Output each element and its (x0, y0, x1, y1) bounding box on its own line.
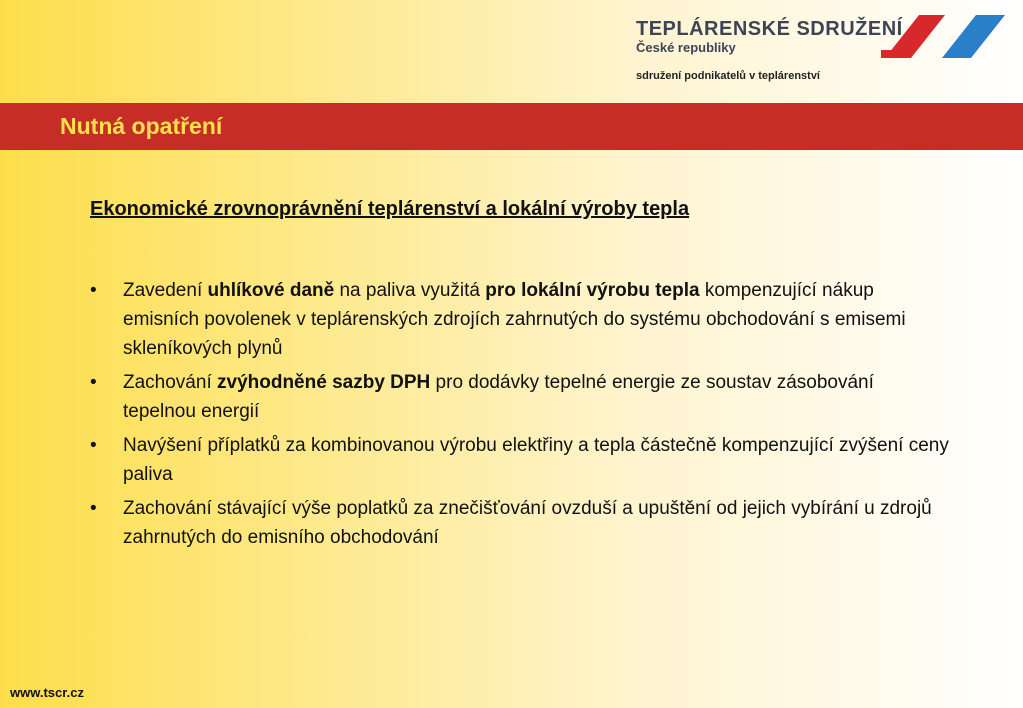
logo-red-base (881, 50, 893, 58)
company-logo (636, 14, 1016, 74)
bullet-bold-text: uhlíkové daně (207, 280, 335, 301)
bullet-item (90, 494, 950, 552)
bullet-text: kompenzující nákup emisních povolenek v teplárenských zdrojích zahrnutých do systému obchodování s emisemi skleníkových plynů (123, 280, 906, 359)
bullet-icon: • (90, 372, 97, 393)
bullet-bold-text: pro lokální výrobu tepla (485, 280, 700, 301)
bullet-text: na paliva využitá (334, 280, 486, 301)
bullet-text: Zachování stávající výše poplatků za znečišťování ovzduší a upuštění od jejich vybírání u zdrojů zahrnutých do emisního obchodování (123, 498, 932, 548)
bullet-icon: • (90, 280, 97, 301)
logo-red-stripe (885, 15, 945, 58)
bullet-bold-text: zvýhodněné sazby DPH (217, 372, 431, 393)
logo-stripes-icon (881, 14, 1011, 58)
bullet-text: Zachování (123, 372, 217, 393)
bullet-text: pro dodávky tepelné energie ze soustav zásobování tepelnou energií (123, 372, 874, 422)
bullet-icon: • (90, 498, 97, 519)
logo-title: TEPLÁRENSKÉ SDRUŽENÍ (636, 18, 903, 40)
bullet-text: Navýšení příplatků za kombinovanou výrobu elektřiny a tepla částečně kompenzující zvýšení ceny paliva (123, 435, 949, 485)
slide-title: Nutná opatření (60, 113, 223, 139)
title-bar (0, 103, 1023, 150)
slide-subheading: Ekonomické zrovnoprávnění teplárenství a lokální výroby tepla (90, 198, 690, 220)
logo-subtitle: České republiky (636, 40, 736, 55)
bullet-item (90, 276, 950, 363)
bullet-icon: • (90, 435, 97, 456)
footer-url[interactable]: www.tscr.cz (10, 685, 84, 700)
bullet-item (90, 368, 950, 426)
logo-tagline: sdružení podnikatelů v teplárenství (636, 70, 820, 82)
bullet-list (90, 276, 950, 557)
bullet-item (90, 431, 950, 489)
bullet-text: Zavedení (123, 280, 208, 301)
logo-blue-stripe (942, 15, 1005, 58)
